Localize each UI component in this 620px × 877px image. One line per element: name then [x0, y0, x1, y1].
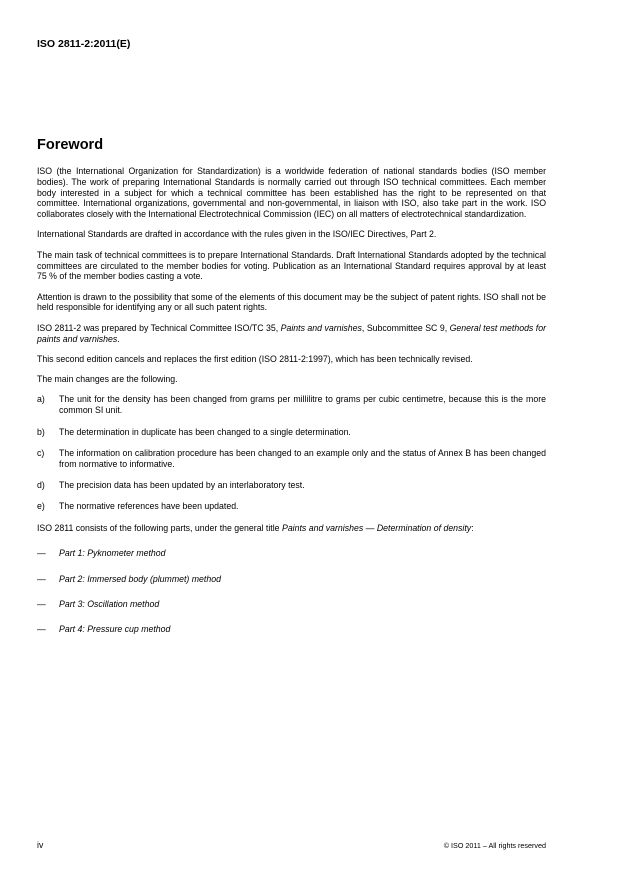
part-title: Part 2: Immersed body (plummet) method [59, 573, 221, 584]
list-item [37, 427, 546, 438]
page-number: iv [37, 840, 44, 850]
list-item-text: The determination in duplicate has been changed to a single determination. [59, 426, 351, 437]
parts-list [37, 548, 546, 635]
paragraph-parts-intro [37, 523, 546, 534]
paragraph-prepared-by [37, 323, 546, 345]
subcommittee-title: General test methods for paints and varnishes [37, 322, 546, 344]
changes-list [37, 394, 546, 512]
list-item [37, 448, 546, 470]
general-title: Paints and varnishes — Determination of density [281, 522, 472, 533]
foreword-body [37, 166, 546, 650]
document-header: ISO 2811-2:2011(E) [37, 38, 131, 50]
part-title: Part 4: Pressure cup method [59, 624, 171, 635]
copyright-notice: © ISO 2011 – All rights reserved [443, 841, 546, 850]
list-item-text: The normative references have been updated. [59, 501, 239, 512]
part-item [37, 624, 546, 635]
list-item [37, 501, 546, 512]
part-title: Part 1: Pyknometer method [59, 548, 166, 559]
part-item [37, 599, 546, 610]
list-item [37, 394, 546, 416]
list-item-text: The precision data has been updated by an interlaboratory test. [59, 479, 305, 490]
part-title: Part 3: Oscillation method [59, 598, 160, 609]
list-item-label: a) [37, 394, 45, 405]
list-item-label: c) [37, 447, 45, 458]
list-item-label: d) [37, 479, 45, 490]
paragraph-iso-intro: ISO (the International Organization for Standardization) is a worldwide federation of national standards bodies (ISO member bodies). The work of preparing International Standards is normally carried out through ISO technical committees. Each member body interested in a subject for which a technical committee has been established has the right to be represented on that committee. International organizations, governmental and non-governmental, in liaison with ISO, also take part in the work. ISO collaborates closely with the International Electrotechnical Commission (IEC) on all matters of electrotechnical standardization. [37, 166, 546, 220]
list-item-text: The unit for the density has been changed from grams per millilitre to grams per cubic centimetre, because this is the more common SI unit. [59, 394, 546, 416]
em-dash: — [37, 573, 46, 584]
committee-title: Paints and varnishes [280, 322, 362, 333]
paragraph-edition: This second edition cancels and replaces the first edition (ISO 2811-2:1997), which has been technically revised. [37, 353, 473, 364]
prepared-by-end: . [117, 333, 120, 344]
parts-intro-text: ISO 2811 consists of the following parts, under the general title [37, 522, 282, 533]
prepared-by-text: ISO 2811-2 was prepared by Technical Committee ISO/TC 35, [37, 322, 281, 333]
list-item-text: The information on calibration procedure has been changed to an example only and the status of Annex B has been changed from normative to informative. [59, 447, 546, 469]
em-dash: — [37, 624, 46, 635]
list-item [37, 480, 546, 491]
paragraph-patent: Attention is drawn to the possibility that some of the elements of this document may be the subject of patent rights. ISO shall not be held responsible for identifying any or all such patent rights. [37, 291, 546, 313]
subcommittee-text: , Subcommittee SC 9, [361, 322, 450, 333]
paragraph-committees: The main task of technical committees is to prepare International Standards. Draft International Standards adopted by the technical committees are circulated to the member bodies for voting. Publication as an International Standard requires approval by at least 75 % of the member bodies casting a vote. [37, 249, 546, 282]
list-item-label: e) [37, 501, 45, 512]
part-item [37, 548, 546, 559]
part-item [37, 574, 546, 585]
parts-intro-end: : [471, 522, 474, 533]
paragraph-main-changes: The main changes are the following. [37, 374, 178, 385]
list-item-label: b) [37, 426, 45, 437]
paragraph-directives: International Standards are drafted in accordance with the rules given in the ISO/IEC Directives, Part 2. [37, 229, 437, 240]
em-dash: — [37, 548, 46, 559]
em-dash: — [37, 598, 46, 609]
page-title: Foreword [37, 137, 104, 153]
